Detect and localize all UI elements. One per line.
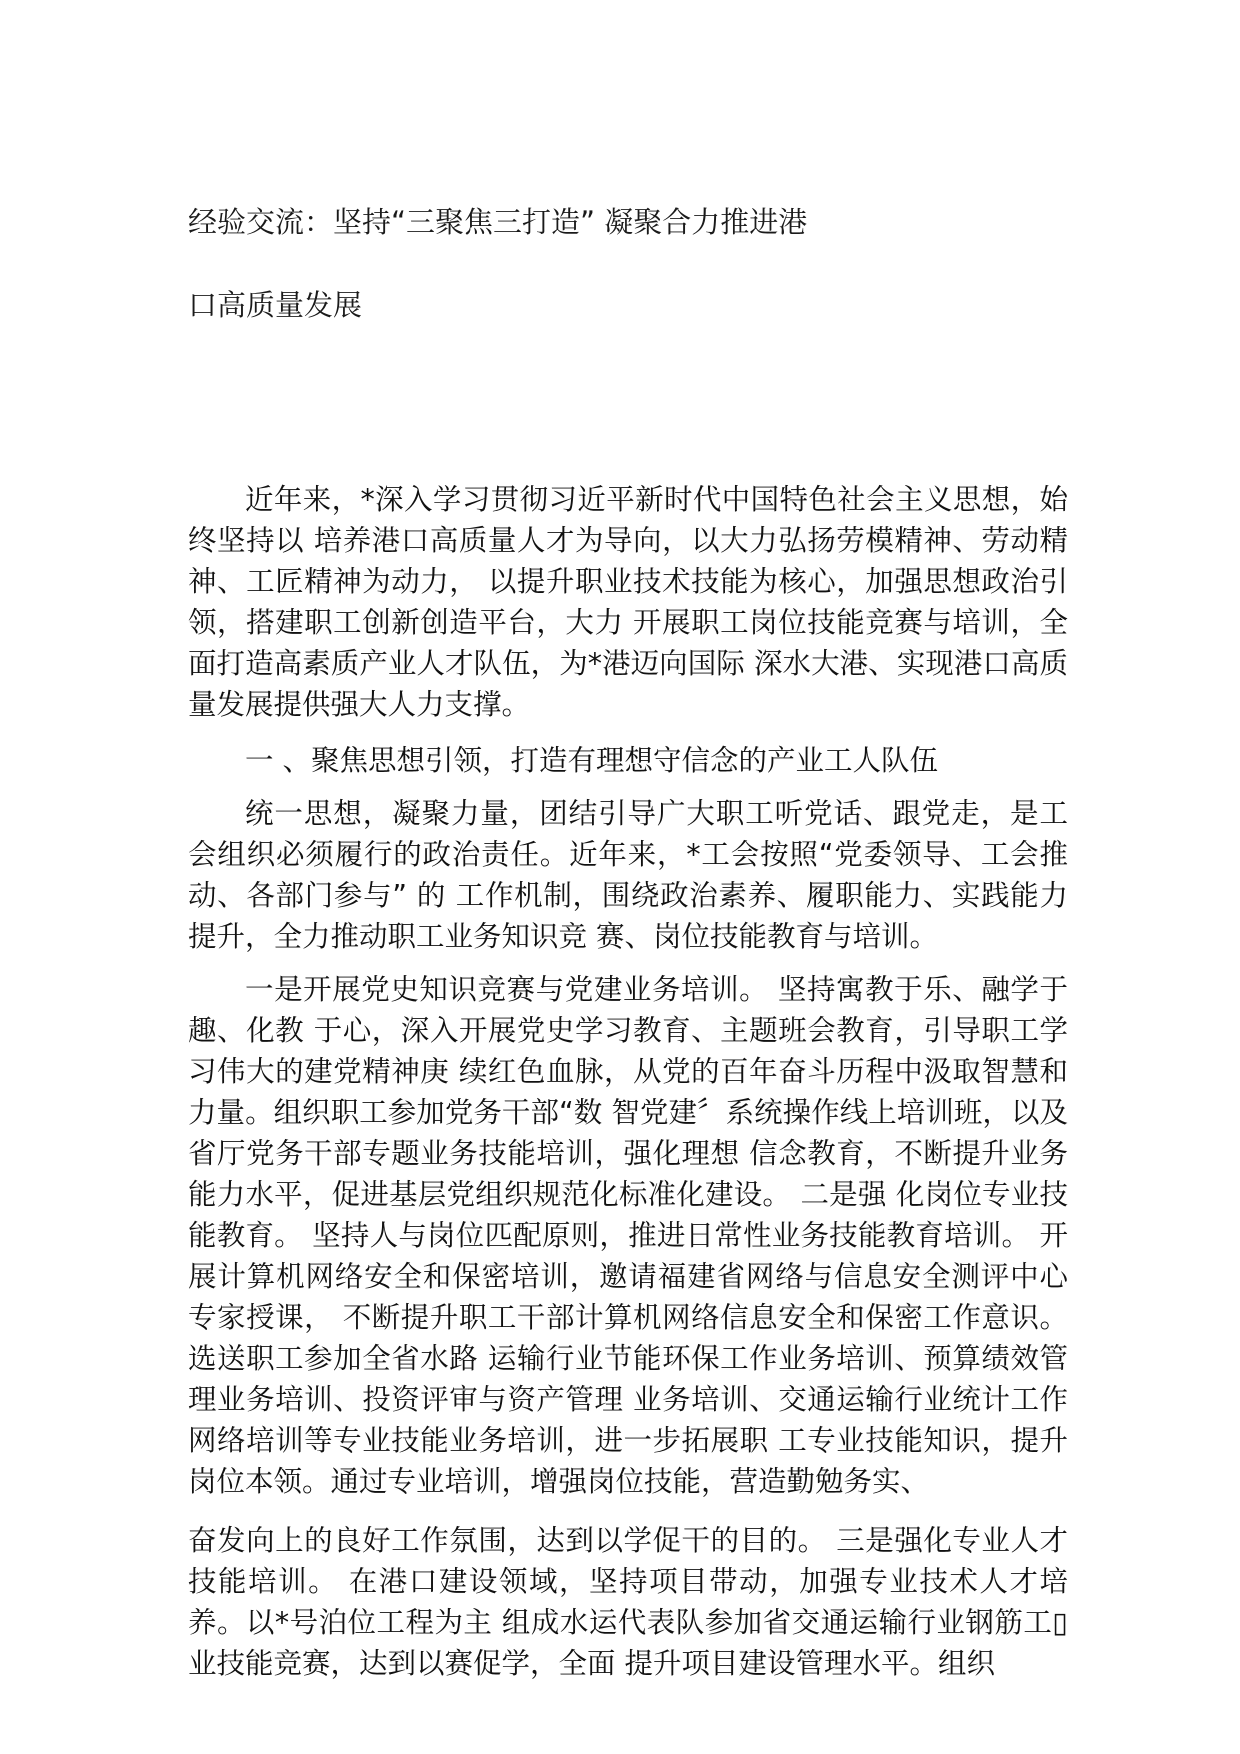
document-body — [188, 479, 1068, 1684]
section-1-paragraph-3: 奋发向上的良好工作氛围，达到以学促干的目的。 三是强化专业人才技能培训。 在港口建设领域，坚持项目带动，加强专业技术人才培养。以*号泊位工程为主 组成水运代表队参加省交通运输行业钢筋工▯业技能竞赛，达到以赛促学，全面 提升项目建设管理水平。组织 — [188, 1524, 1068, 1680]
document-title-line-2: 口高质量发展 — [188, 288, 363, 322]
section-heading-1: 一 、聚焦思想引领，打造有理想守信念的产业工人队伍 — [245, 744, 939, 777]
intro-paragraph: 近年来，*深入学习贯彻习近平新时代中国特色社会主义思想，始终坚持以 培养港口高质量人才为导向，以大力弘扬劳模精神、劳动精神、工匠精神为动力， 以提升职业技术技能为核心，加强思想政治引领，搭建职工创新创造平台，大力 开展职工岗位技能竞赛与培训，全面打造高素质产业人才队伍，为*港迈向国际 深水大港、实现港口高质量发展提供强大人力支撑。 — [188, 483, 1068, 721]
section-1-paragraph-1: 统一思想，凝聚力量，团结引导广大职工听党话、跟党走，是工会组织必须履行的政治责任。近年来，*工会按照“党委领导、工会推动、各部门参与” 的 工作机制，围绕政治素养、履职能力、实践能力提升，全力推动职工业务知识竞 赛、岗位技能教育与培训。 — [188, 797, 1068, 953]
document-title-line-1: 经验交流：坚持“三聚焦三打造” 凝聚合力推进港 — [188, 205, 808, 239]
paragraph-gap — [188, 1502, 1068, 1520]
section-1-paragraph-2: 一是开展党史知识竞赛与党建业务培训。 坚持寓教于乐、融学于趣、化教 于心，深入开展党史学习教育、主题班会教育，引导职工学习伟大的建党精神庚 续红色血脉，从党的百年奋斗历程中汲取智慧和力量。组织职工参加党务干部“数 智党建〞系统操作线上培训班，以及省厅党务干部专题业务技能培训，强化理想 信念教育，不断提升业务能力水平，促进基层党组织规范化标准化建设。 二是强 化岗位专业技能教育。 坚持人与岗位匹配原则，推进日常性业务技能教育培训。 开展计算机网络安全和保密培训，邀请福建省网络与信息安全测评中心专家授课， 不断提升职工干部计算机网络信息安全和保密工作意识。选送职工参加全省水路 运输行业节能环保工作业务培训、预算绩效管理业务培训、投资评审与资产管理 业务培训、交通运输行业统计工作网络培训等专业技能业务培训，进一步拓展职 工专业技能知识，提升岗位本领。通过专业培训，增强岗位技能，营造勤勉务实、 — [188, 973, 1068, 1498]
